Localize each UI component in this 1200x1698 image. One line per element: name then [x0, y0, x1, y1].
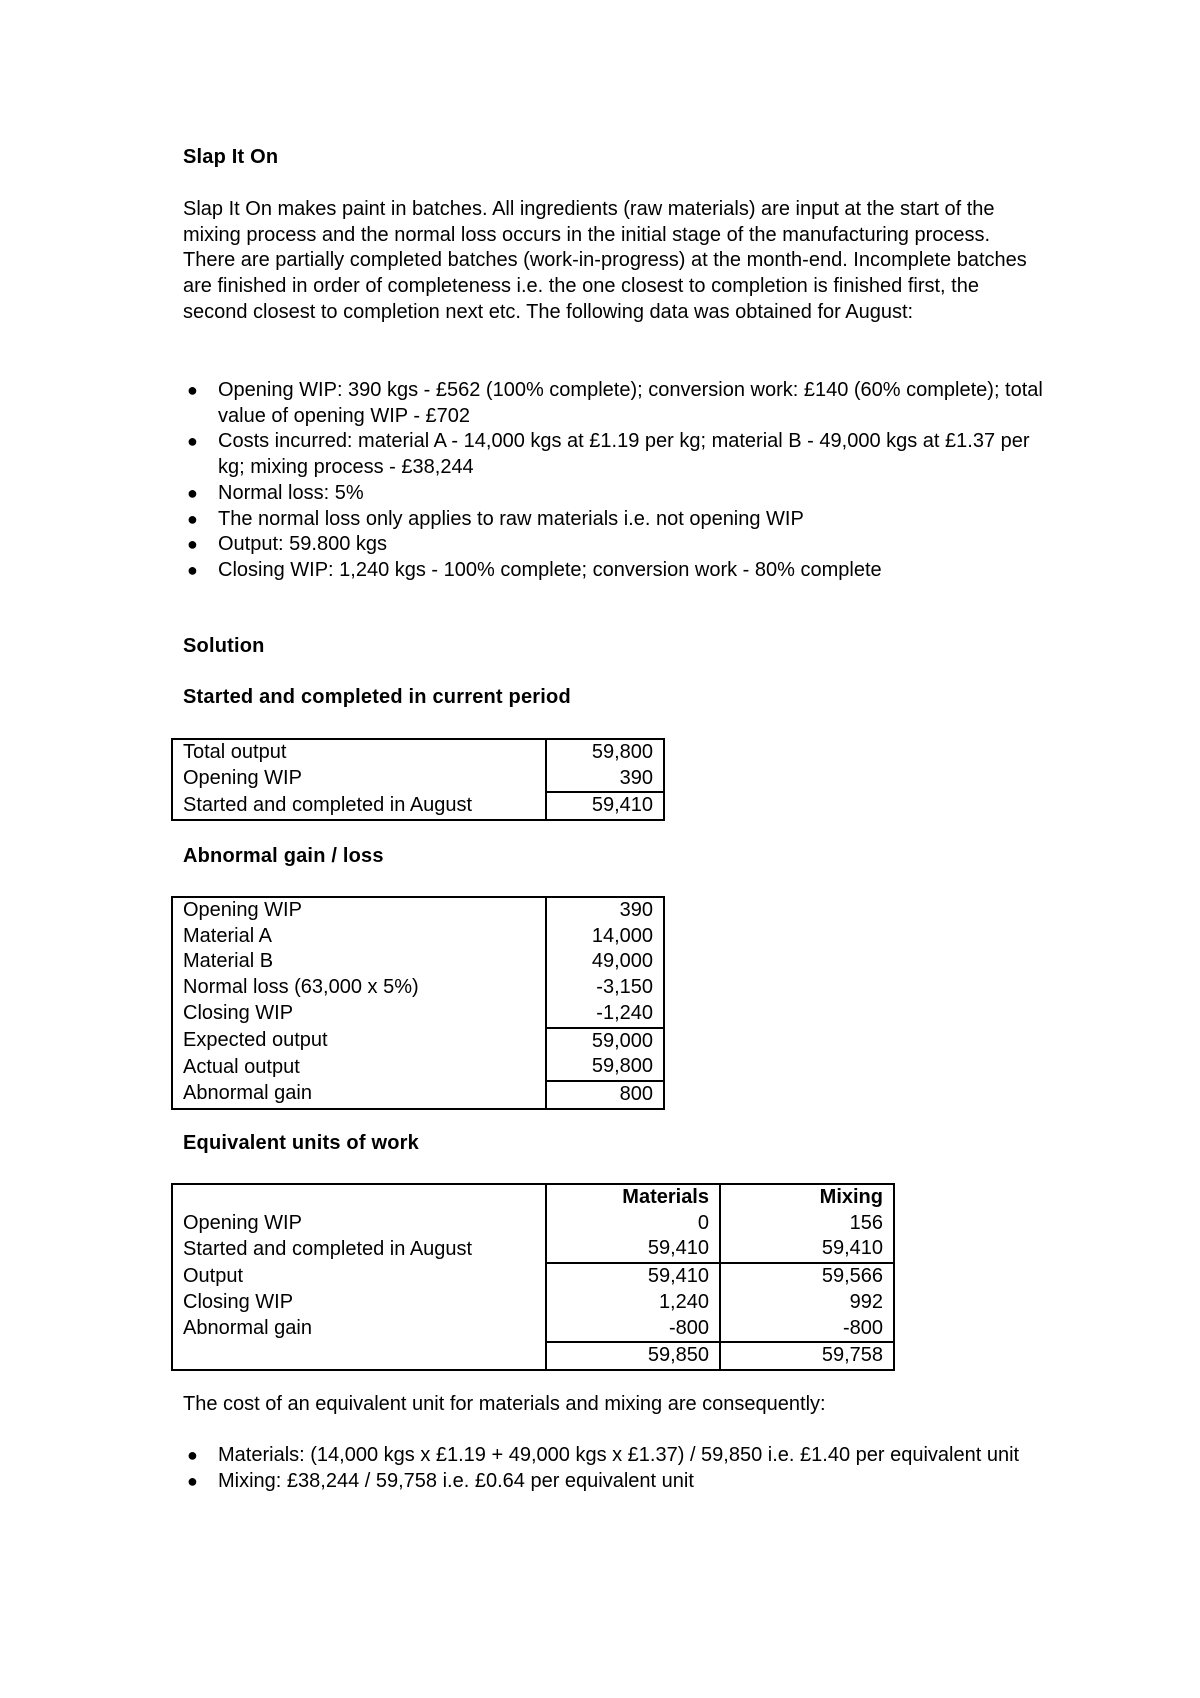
- list-item: [183, 429, 1043, 480]
- row-label: Closing WIP: [183, 1290, 294, 1313]
- list-item: [183, 1469, 1043, 1495]
- row-value: 59,000: [546, 1028, 664, 1055]
- row-label: Started and completed in August: [183, 1237, 473, 1260]
- section3-heading: Equivalent units of work: [183, 1132, 419, 1154]
- table-row: [172, 1290, 894, 1316]
- row-label: Expected output: [183, 1029, 328, 1052]
- table-row: [172, 766, 664, 793]
- list-item: [183, 507, 1043, 533]
- cost-intro-paragraph: [183, 1392, 1043, 1418]
- bullet-icon: ●: [187, 482, 198, 503]
- table-row: [172, 1081, 664, 1109]
- table-total-row: [172, 1342, 894, 1370]
- list-item-text: Mixing: £38,244 / 59,758 i.e. £0.64 per equivalent unit: [218, 1469, 694, 1492]
- materials-value: 59,410: [546, 1263, 720, 1290]
- solution-heading: Solution: [183, 635, 265, 657]
- list-item: [183, 378, 1043, 429]
- table-row: [172, 1211, 894, 1237]
- list-item-text: Output: 59.800 kgs: [218, 533, 388, 556]
- column-header-materials: Materials: [546, 1184, 720, 1211]
- list-item: [183, 558, 1043, 584]
- mixing-total: 59,758: [720, 1342, 894, 1370]
- list-item-text: The normal loss only applies to raw materials i.e. not opening WIP: [218, 507, 804, 530]
- bullet-icon: ●: [187, 534, 198, 555]
- row-value: 49,000: [546, 949, 664, 975]
- table-row: [172, 949, 664, 975]
- intro-text: Slap It On makes paint in batches. All ingredients (raw materials) are input at the start of the mixing process and the normal loss occurs in the initial stage of the manufacturing process. There are partially completed batches (work-in-progress) at the month-end. Incomplete batches are finished in order of completeness i.e. the one closest to completion is finished first, the second closest to completion next etc. The following data was obtained for August:: [183, 198, 1027, 323]
- bullet-icon: ●: [187, 559, 198, 580]
- table-row: [172, 1054, 664, 1081]
- row-label: Abnormal gain: [183, 1082, 312, 1105]
- mixing-value: 59,410: [720, 1236, 894, 1263]
- list-item: [183, 481, 1043, 507]
- table-row: [172, 1316, 894, 1343]
- row-value: 59,800: [546, 1054, 664, 1081]
- row-label: Opening WIP: [183, 899, 302, 921]
- list-item: [183, 532, 1043, 558]
- materials-value: 1,240: [546, 1290, 720, 1316]
- row-label: Material A: [183, 924, 272, 947]
- section1-heading: Started and completed in current period: [183, 686, 571, 708]
- row-label: Actual output: [183, 1055, 300, 1078]
- row-label: Started and completed in August: [183, 793, 473, 816]
- row-label: Normal loss (63,000 x 5%): [183, 976, 419, 999]
- abnormal-gain-table: [171, 896, 665, 1110]
- data-bullet-list: [183, 378, 1043, 584]
- column-header-mixing: Mixing: [720, 1184, 894, 1211]
- intro-paragraph: [183, 197, 1043, 326]
- row-value: 800: [546, 1081, 664, 1109]
- list-item-text: Normal loss: 5%: [218, 481, 364, 504]
- table-header-row: [172, 1184, 894, 1211]
- row-label: Material B: [183, 950, 274, 973]
- bullet-icon: ●: [187, 1445, 198, 1465]
- list-item-text: Opening WIP: 390 kgs - £562 (100% complete); conversion work: £140 (60% complete); total value of opening WIP - £702: [218, 379, 1043, 427]
- row-label: [172, 1342, 546, 1370]
- mixing-value: -800: [720, 1316, 894, 1343]
- started-completed-table: [171, 738, 665, 821]
- row-label: Opening WIP: [183, 767, 302, 790]
- row-value: 390: [546, 766, 664, 793]
- table-row: [172, 1236, 894, 1263]
- cost-bullet-list: [183, 1443, 1043, 1494]
- table-row: [172, 897, 664, 924]
- materials-value: -800: [546, 1316, 720, 1343]
- row-value: -1,240: [546, 1001, 664, 1028]
- row-value: 390: [546, 897, 664, 924]
- row-value: 59,410: [546, 792, 664, 820]
- row-value: 59,800: [546, 739, 664, 766]
- bullet-icon: ●: [187, 380, 198, 400]
- row-value: -3,150: [546, 975, 664, 1001]
- bullet-icon: ●: [187, 431, 198, 452]
- materials-value: 59,410: [546, 1236, 720, 1263]
- table-row: [172, 975, 664, 1001]
- list-item: [183, 1443, 1043, 1469]
- row-value: 14,000: [546, 924, 664, 950]
- list-item-text: Closing WIP: 1,240 kgs - 100% complete; conversion work - 80% complete: [218, 558, 882, 581]
- table-row: [172, 1028, 664, 1055]
- mixing-value: 992: [720, 1290, 894, 1316]
- mixing-value: 59,566: [720, 1263, 894, 1290]
- equivalent-units-table: [171, 1183, 895, 1371]
- table-row: [172, 1263, 894, 1290]
- cost-intro-text: The cost of an equivalent unit for materials and mixing are consequently:: [183, 1393, 826, 1415]
- row-label: Output: [183, 1264, 244, 1287]
- row-label: Abnormal gain: [183, 1317, 312, 1340]
- bullet-icon: ●: [187, 508, 198, 529]
- bullet-icon: ●: [187, 1470, 198, 1491]
- row-label: Opening WIP: [183, 1211, 302, 1234]
- mixing-value: 156: [720, 1211, 894, 1237]
- materials-value: 0: [546, 1211, 720, 1237]
- list-item-text: Costs incurred: material A - 14,000 kgs at £1.19 per kg; material B - 49,000 kgs at £1.37 per kg; mixing process - £38,244: [218, 430, 1030, 479]
- document-title: Slap It On: [183, 146, 279, 168]
- section2-heading: Abnormal gain / loss: [183, 845, 384, 867]
- table-row: [172, 792, 664, 820]
- table-row: [172, 924, 664, 950]
- table-row: [172, 1001, 664, 1028]
- materials-total: 59,850: [546, 1342, 720, 1370]
- table-row: [172, 739, 664, 766]
- row-label: Total output: [183, 741, 287, 763]
- list-item-text: Materials: (14,000 kgs x £1.19 + 49,000 kgs x £1.37) / 59,850 i.e. £1.40 per equivalent unit: [218, 1444, 1020, 1466]
- row-label: Closing WIP: [183, 1002, 294, 1025]
- header-blank: [172, 1184, 546, 1211]
